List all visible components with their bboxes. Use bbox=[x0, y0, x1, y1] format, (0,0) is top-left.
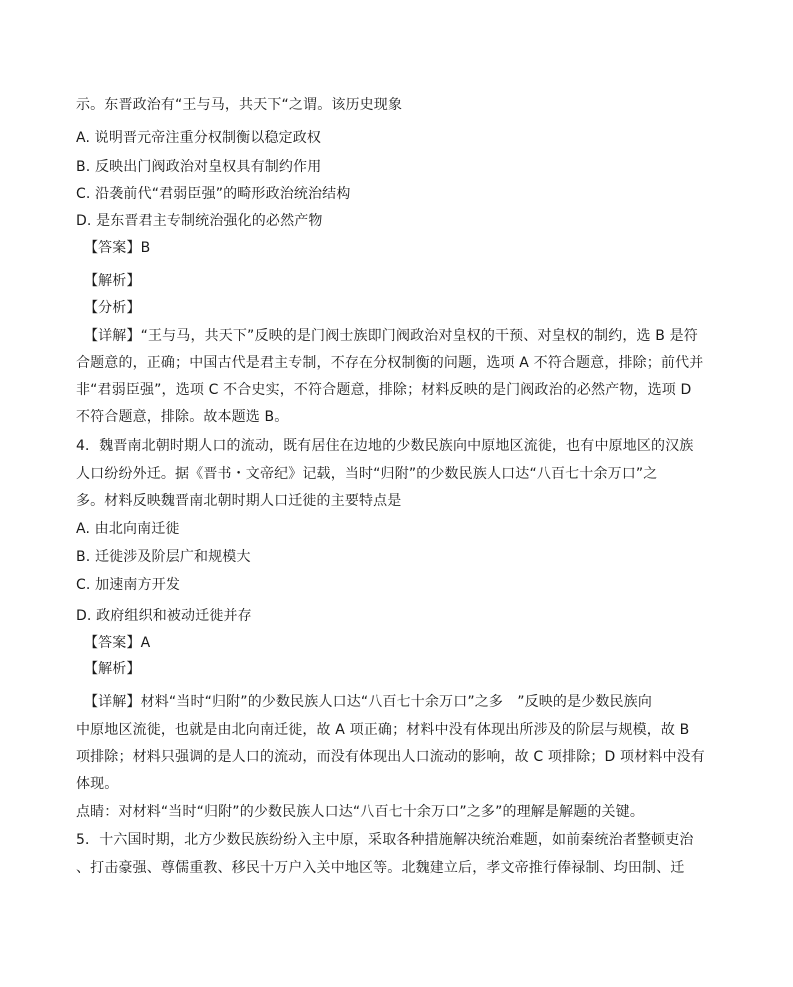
question-4-detail-line: 项排除；材料只强调的是人口的流动，而没有体现出人口流动的影响，故 C 项排除；D 项材料中没有 bbox=[76, 749, 705, 765]
question-4-stem-line: 多。材料反映魏晋南北朝时期人口迁徙的主要特点是 bbox=[76, 493, 402, 509]
question-4-detail-line: 【详解】材料“当时“归附”的少数民族人口达“八百七十余万口”之多 ”反映的是少数民族向 bbox=[84, 694, 652, 710]
question-4-detail-line: 中原地区流徙，也就是由北向南迁徙，故 A 项正确；材料中没有体现出所涉及的阶层与规模，故 B bbox=[76, 722, 690, 738]
question-3-detail-line: 【详解】“王与马，共天下”反映的是门阀士族即门阀政治对皇权的干预、对皇权的制约，选 B 是符 bbox=[84, 328, 698, 344]
question-4-answer: 【答案】A bbox=[84, 635, 151, 651]
question-3-fenxi-heading: 【分析】 bbox=[84, 300, 141, 316]
question-4-stem-line: 人口纷纷外迁。据《晋书・文帝纪》记载，当时“归附”的少数民族人口达“八百七十余万口”之 bbox=[76, 466, 658, 482]
question-3-detail-line: 不符合题意，排除。故本题选 B。 bbox=[76, 409, 289, 425]
question-3-analysis-heading: 【解析】 bbox=[84, 273, 141, 289]
question-3-detail-line: 非“君弱臣强”，选项 C 不合史实，不符合题意，排除；材料反映的是门阀政治的必然产物，选项 D bbox=[76, 382, 692, 398]
question-4-analysis-heading: 【解析】 bbox=[84, 661, 141, 677]
question-5-stem-line: 、打击豪强、尊儒重教、移民十万户入关中地区等。北魏建立后，孝文帝推行俸禄制、均田制、迁 bbox=[76, 860, 685, 876]
question-4-dianjing: 点睛：对材料“当时“归附”的少数民族人口达“八百七十余万口”之多”的理解是解题的关键。 bbox=[76, 804, 644, 820]
question-4-option-b: B. 迁徙涉及阶层广和规模大 bbox=[76, 549, 251, 565]
question-3-option-d: D. 是东晋君主专制统治强化的必然产物 bbox=[76, 213, 323, 229]
question-3-detail-line: 合题意的，正确；中国古代是君主专制，不存在分权制衡的问题，选项 A 不符合题意，排除；前代并 bbox=[76, 355, 704, 371]
question-5-stem-line: 5．十六国时期，北方少数民族纷纷入主中原，采取各种措施解决统治难题，如前秦统治者整顿吏治 bbox=[76, 832, 694, 848]
question-4-option-d: D. 政府组织和被动迁徙并存 bbox=[76, 608, 252, 624]
question-3-answer: 【答案】B bbox=[84, 240, 151, 256]
question-3-stem-tail: 示。东晋政治有“王与马，共天下“之谓。该历史现象 bbox=[76, 97, 403, 113]
question-4-option-c: C. 加速南方开发 bbox=[76, 577, 181, 593]
question-3-option-c: C. 沿袭前代“君弱臣强”的畸形政治统治结构 bbox=[76, 186, 351, 202]
question-3-option-a: A. 说明晋元帝注重分权制衡以稳定政权 bbox=[76, 130, 322, 146]
question-4-option-a: A. 由北向南迁徙 bbox=[76, 521, 180, 537]
question-4-detail-line: 体现。 bbox=[76, 776, 119, 792]
question-3-option-b: B. 反映出门阀政治对皇权具有制约作用 bbox=[76, 159, 322, 175]
question-4-stem-line: 4．魏晋南北朝时期人口的流动，既有居住在边地的少数民族向中原地区流徙，也有中原地区的汉族 bbox=[76, 438, 694, 454]
